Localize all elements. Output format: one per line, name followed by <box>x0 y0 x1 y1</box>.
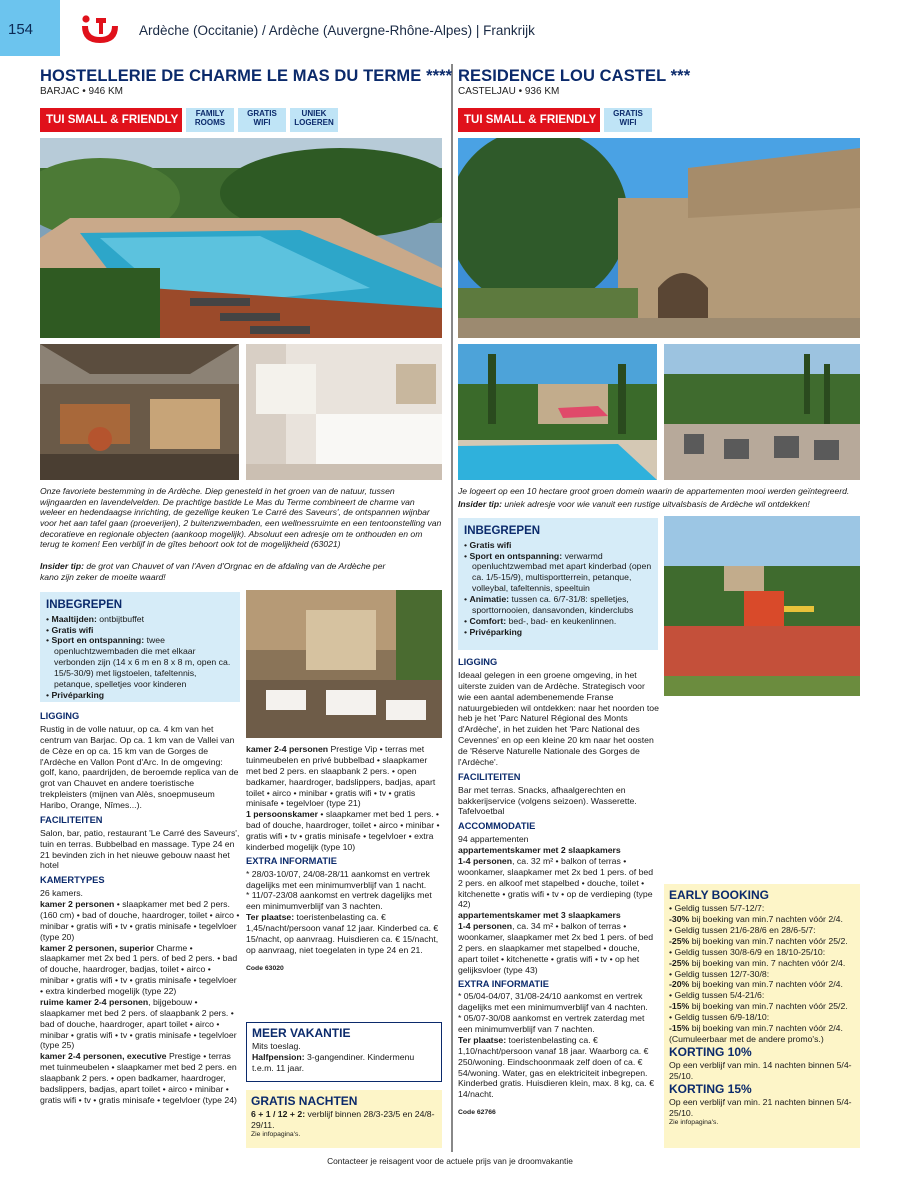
accommodatie-title: ACCOMMODATIE <box>458 821 536 832</box>
promo-line: -25% bij boeking van min.7 nachten vóór 25/2. <box>669 935 848 946</box>
ligging-text: Rustig in de volle natuur, op ca. 4 km van het centrum van Barjac. Op ca. 1 km van de Vallei van de Cèze en op ca. 15 km van de Gorges de l'Ardèche en Vallon Pont d'Arc. In de omgeving: golf, kano, paardrijden, de beroemde replica van de grot van Chauvet en andere toeristische trekpleisters (mijnen van Alès, snoepmuseum Haribo, Orange, Nîmes...). <box>40 723 239 811</box>
inbegrepen-title: INBEGREPEN <box>464 525 541 537</box>
extra-info-item: * 28/03-10/07, 24/08-28/11 aankomst en vertrek dagelijks met een minimumverblijf van 1 nacht. <box>246 868 430 890</box>
ligging-text: Ideaal gelegen in een groene omgeving, in het uiterste zuiden van de Ardèche. Strategisch voor wie een aantal adembenemende Franse natuurgebieden wil ontdekken: naar het noorden toe heb je het 'Parc Naturel Régional des Monts d'Ardèche', in het zuiden het 'Parc National des Cevennes' en op een kleine 20 km naar het oosten de 'Réserve Naturelle Nationale des Gorges de l'Ardèche'. <box>458 669 659 767</box>
ligging-title: LIGGING <box>458 657 498 667</box>
extra-info-title: EXTRA INFORMATIE <box>246 855 337 866</box>
room-type: kamer 2-4 personen Prestige Vip • terras met tuinmeubelen en privé bubbelbad • slaapkamer met bed 2 pers. en slaapbank 2 pers. • open badkamer, haardroger, badslippers, badjas, apart toilet • airco • minibar • gratis wifi • tv • gratis minisafe • tegelvloer (type 21) <box>246 744 436 809</box>
ligging-section-right <box>458 654 660 1118</box>
hotel-location-left: BARJAC • 946 KM <box>40 86 123 97</box>
promo-line: -15% bij boeking van min.7 nachten vóór 25/2. <box>669 1001 848 1012</box>
hotel-title-right: RESIDENCE LOU CASTEL *** <box>458 67 691 85</box>
room-type: ruime kamer 2-4 personen, bijgebouw • slaapkamer met bed 2 pers. of slaapbank 2 pers. • bad of douche, haardroger, apart toilet • airco • minibar • gratis wifi • tv • gratis minisafe • tegelvloer (type 25) <box>40 996 237 1051</box>
inbegrepen-item: • Gratis wifi <box>464 539 512 550</box>
gratis-nachten-text: 6 + 1 / 12 + 2: verblijf binnen 28/3-23/5 en 24/8-29/11. <box>251 1109 435 1131</box>
kamertypes-count: 26 kamers. <box>40 888 83 899</box>
room-type-title: appartementskamer met 3 slaapkamers <box>458 910 621 921</box>
bedroom-photo <box>246 344 442 480</box>
booking-code: Code 62766 <box>458 1109 496 1117</box>
inbegrepen-item: • Privéparking <box>46 689 105 700</box>
playground-photo <box>664 516 860 696</box>
hotel-title-left: HOSTELLERIE DE CHARME LE MAS DU TERME **** <box>40 67 453 85</box>
inbegrepen-item: • Sport en ontspanning: verwarmd openluchtzwembad met apart kinderbad (open ca. 1/5-15/9), multisportterrein, petanque, volleybal, tafeltennis, speeltuin <box>464 550 652 594</box>
promo-line: • Geldig tussen 6/9-18/10: <box>669 1012 770 1023</box>
ligging-section-left <box>40 708 240 1106</box>
tui-small-friendly-badge: TUI SMALL & FRIENDLY <box>40 108 182 132</box>
inbegrepen-item: • Comfort: bed-, bad- en keukenlinnen. <box>464 615 617 626</box>
inbegrepen-item: • Maaltijden: ontbijtbuffet <box>46 613 145 624</box>
inbegrepen-item: • Animatie: tussen ca. 6/7-31/8: spelletjes, sporttornooien, dansavonden, kinderclubs <box>464 594 634 615</box>
ter-plaatse: Ter plaatse: toeristenbelasting ca. € 1,10/nacht/persoon vanaf 18 jaar. Waarborg ca. € 250/woning. Eindschoonmaak zelf doen of ca. € 54/woning. Water, gas en elektriciteit inbegrepen. Kinderbed gratis. Huisdieren klein, max. 8 kg, ca. € 14/nacht. <box>458 1034 655 1100</box>
kamertypes-title: KAMERTYPES <box>40 875 105 886</box>
room-type: kamer 2 personen, superior Charme • slaapkamer met 2x bed 1 pers. of bed 2 pers. • bad of douche, haardroger, badjas, toilet • airco • minibar • gratis wifi • tv • gratis minisafe • tegelvloer • extra kinderbed mogelijk (type 22) <box>40 942 238 997</box>
inbegrepen-item: • Sport en ontspanning: twee openluchtzwembaden die met elkaar verbonden zijn (14 x 6 m en 8 x 8 m, open ca. 15/5-30/9) met ligstoelen, tafeltennis, petanque, spelletjes voor kinderen <box>46 635 231 689</box>
korting-15-text: Op een verblijf van min. 21 nachten binnen 5/4-25/10. <box>669 1097 852 1119</box>
insider-tip-label: Insider tip: <box>40 561 84 571</box>
promo-line: • Geldig tussen 5/4-21/6: <box>669 990 765 1001</box>
feature-uniek-logeren: UNIEK LOGEREN <box>290 108 338 132</box>
extra-info-item: * 11/07-23/08 aankomst en vertrek dagelijks met een minimumverblijf van 3 nachten. <box>246 890 432 912</box>
ter-plaatse: Ter plaatse: toeristenbelasting ca. € 1,45/nacht/persoon vanaf 12 jaar. Kinderbed ca. € 15/nacht, op aanvraag. Huisdieren ca. € 15/nacht, op aanvraag, niet toegelaten in type 24 en 21. <box>246 912 439 955</box>
page-number: 154 <box>0 0 60 56</box>
infopagina-note: Zie infopagina's. <box>669 1118 719 1126</box>
faciliteiten-title: FACILITEITEN <box>458 771 521 782</box>
extra-info-title: EXTRA INFORMATIE <box>458 978 549 989</box>
insider-tip-text: de grot van Chauvet of van l'Aven d'Orgnac en de afdaling van de Ardèche per kano zijn zeker de moeite waard! <box>40 561 386 582</box>
meer-vakantie-text: Mits toeslag. <box>252 1041 301 1052</box>
meer-vakantie-box <box>246 1022 442 1082</box>
insider-tip-left <box>40 561 390 582</box>
insider-tip-right <box>458 499 860 510</box>
inbegrepen-item: • Privéparking <box>464 626 523 637</box>
terrace-restaurant-photo <box>246 590 442 738</box>
promo-box <box>664 884 860 1148</box>
promo-line: -15% bij boeking van min.7 nachten vóór 2/4. <box>669 1022 843 1033</box>
hotel-location-right: CASTELJAU • 936 KM <box>458 86 560 97</box>
korting-10-title: KORTING 10% <box>669 1044 752 1059</box>
early-booking-title: EARLY BOOKING <box>669 888 770 902</box>
faciliteiten-text: Bar met terras. Snacks, afhaalgerechten en bakkerijservice (volgens seizoen). Wasserette. Tafelvoetbal <box>458 784 637 817</box>
page-header: Ardèche (Occitanie) / Ardèche (Auvergne-Rhône-Alpes) | Frankrijk <box>139 23 535 38</box>
kamers-col2 <box>246 744 442 973</box>
room-type: kamer 2 personen • slaapkamer met bed 2 pers. (160 cm) • bad of douche, haardroger, toilet • airco • minibar • gratis wifi • tv • gratis minisafe • tegelvloer (type 20) <box>40 899 240 942</box>
promo-line: • Geldig tussen 12/7-30/8: <box>669 968 770 979</box>
page-footer: Contacteer je reisagent voor de actuele prijs van je droomvakantie <box>327 1156 573 1166</box>
terrace-photo-2 <box>664 344 860 480</box>
accommodatie-count: 94 appartementen <box>458 834 529 845</box>
ligging-title: LIGGING <box>40 711 80 721</box>
infopagina-note: Zie infopagina's. <box>251 1131 301 1139</box>
inbegrepen-title: INBEGREPEN <box>46 599 123 611</box>
promo-line: • Geldig tussen 21/6-28/6 en 28/6-5/7: <box>669 925 816 936</box>
pool-photo-2 <box>458 344 657 480</box>
halfpension-text: Halfpension: 3-gangendiner. Kindermenu t.e.m. 11 jaar. <box>252 1052 415 1074</box>
room-type-title: appartementskamer met 2 slaapkamers <box>458 845 621 856</box>
promo-line: -25% bij boeking van min. 7 nachten vóór 2/4. <box>669 957 846 968</box>
extra-info-item: * 05/04-04/07, 31/08-24/10 aankomst en vertrek dagelijks met een minimumverblijf van 4 nachten. <box>458 991 648 1013</box>
extra-info-item: * 05/07-30/08 aankomst en vertrek zaterdag met een minimumverblijf van 7 nachten. <box>458 1013 645 1035</box>
feature-gratis-wifi: GRATIS WIFI <box>238 108 286 132</box>
tui-small-friendly-badge: TUI SMALL & FRIENDLY <box>458 108 600 132</box>
insider-tip-text: uniek adresje voor wie vanuit een rustige uitvalsbasis de Ardèche wil ontdekken! <box>504 499 810 509</box>
meer-vakantie-title: MEER VAKANTIE <box>252 1026 351 1040</box>
korting-15-title: KORTING 15% <box>669 1081 752 1096</box>
intro-text-left: Onze favoriete bestemming in de Ardèche. Diep genesteld in het groen van de natuur, tussen wijngaarden en lavendelvelden. De prachtige bastide Le Mas du Terme combineert de charme van weleer en hedendaagse inrichting, de gezellige keuken 'Le Carré des Saveurs', de ontspannen wijnbar voor het aan tafel gaan (proeverijen), 2 buitenzwembaden, een wellnessruimte en een tentoonstelling van decoratieve en regionale objecten (aankoop mogelijk). Absoluut een adresje om te onthouden en om terug te komen! Een verblijf in de gîtes behoort ook tot de mogelijkheid (63021) <box>40 486 442 550</box>
room-type: 1-4 personen, ca. 34 m² • balkon of terras • woonkamer, slaapkamer met 2x bed 1 pers. of bed 2 pers. en slaapkamer met stapelbed • douche, apart toilet • kitchenette • gratis wifi • tv • op het gelijksvloer (type 43) <box>458 921 654 975</box>
room-type: 1-4 personen, ca. 32 m² • balkon of terras • woonkamer, slaapkamer met 2x bed 1 pers. of bed 2 pers. en alkoof met stapelbed • douche, toilet • kitchenette • gratis wifi • tv • op de verdieping (type 42) <box>458 855 654 910</box>
faciliteiten-text: Salon, bar, patio, restaurant 'Le Carré des Saveurs', tuin en terras. Bubbelbad en massage. Type 24 en 21 bevinden zich in het nieuwe gebouw naast het hotel <box>40 827 240 871</box>
promo-line: -30% bij boeking van min.7 nachten vóór 2/4. <box>669 914 843 925</box>
inbegrepen-item: • Gratis wifi <box>46 624 94 635</box>
promo-line: • Geldig tussen 30/8-6/9 en 18/10-25/10: <box>669 946 826 957</box>
pool-photo <box>40 138 442 338</box>
faciliteiten-title: FACILITEITEN <box>40 814 103 825</box>
room-type: kamer 2-4 personen, executive Prestige • terras met tuinmeubelen • slaapkamer met bed 2 pers. en slaapbank 2 pers. • open badkamer, haardroger, badslippers, badjas, apart toilet • airco • minibar • gratis wifi • tv • gratis minisafe • tegelvloer (type 24) <box>40 1051 237 1105</box>
booking-code: Code 63020 <box>246 964 284 972</box>
castle-photo <box>458 138 860 338</box>
insider-tip-label: Insider tip: <box>458 499 502 509</box>
room-type: 1 persoonskamer • slaapkamer met bed 1 pers. • bad of douche, haardroger, toilet • airco • minibar • gratis wifi • tv • gratis minisafe • tegelvloer • extra kinderbed mogelijk (type 10) <box>246 809 440 852</box>
feature-family-rooms: FAMILY ROOMS <box>186 108 234 132</box>
promo-line: • Geldig tussen 5/7-12/7: <box>669 903 765 914</box>
korting-10-text: Op een verblijf van min. 14 nachten binnen 5/4-25/10. <box>669 1060 852 1081</box>
promo-line: -20% bij boeking van min.7 nachten vóór 2/4. <box>669 979 843 990</box>
promo-line: (Cumuleerbaar met de andere promo's.) <box>669 1033 824 1044</box>
lounge-photo <box>40 344 239 480</box>
gratis-nachten-box <box>246 1090 442 1148</box>
inbegrepen-box-left <box>40 592 240 702</box>
tui-logo-icon <box>79 10 121 46</box>
column-divider <box>451 64 453 1152</box>
gratis-nachten-title: GRATIS NACHTEN <box>251 1094 358 1108</box>
intro-text-right: Je logeert op een 10 hectare groot groen domein waarin de appartementen mooi werden geïntegreerd. <box>458 486 850 496</box>
feature-gratis-wifi: GRATIS WIFI <box>604 108 652 132</box>
inbegrepen-box-right <box>458 518 658 650</box>
